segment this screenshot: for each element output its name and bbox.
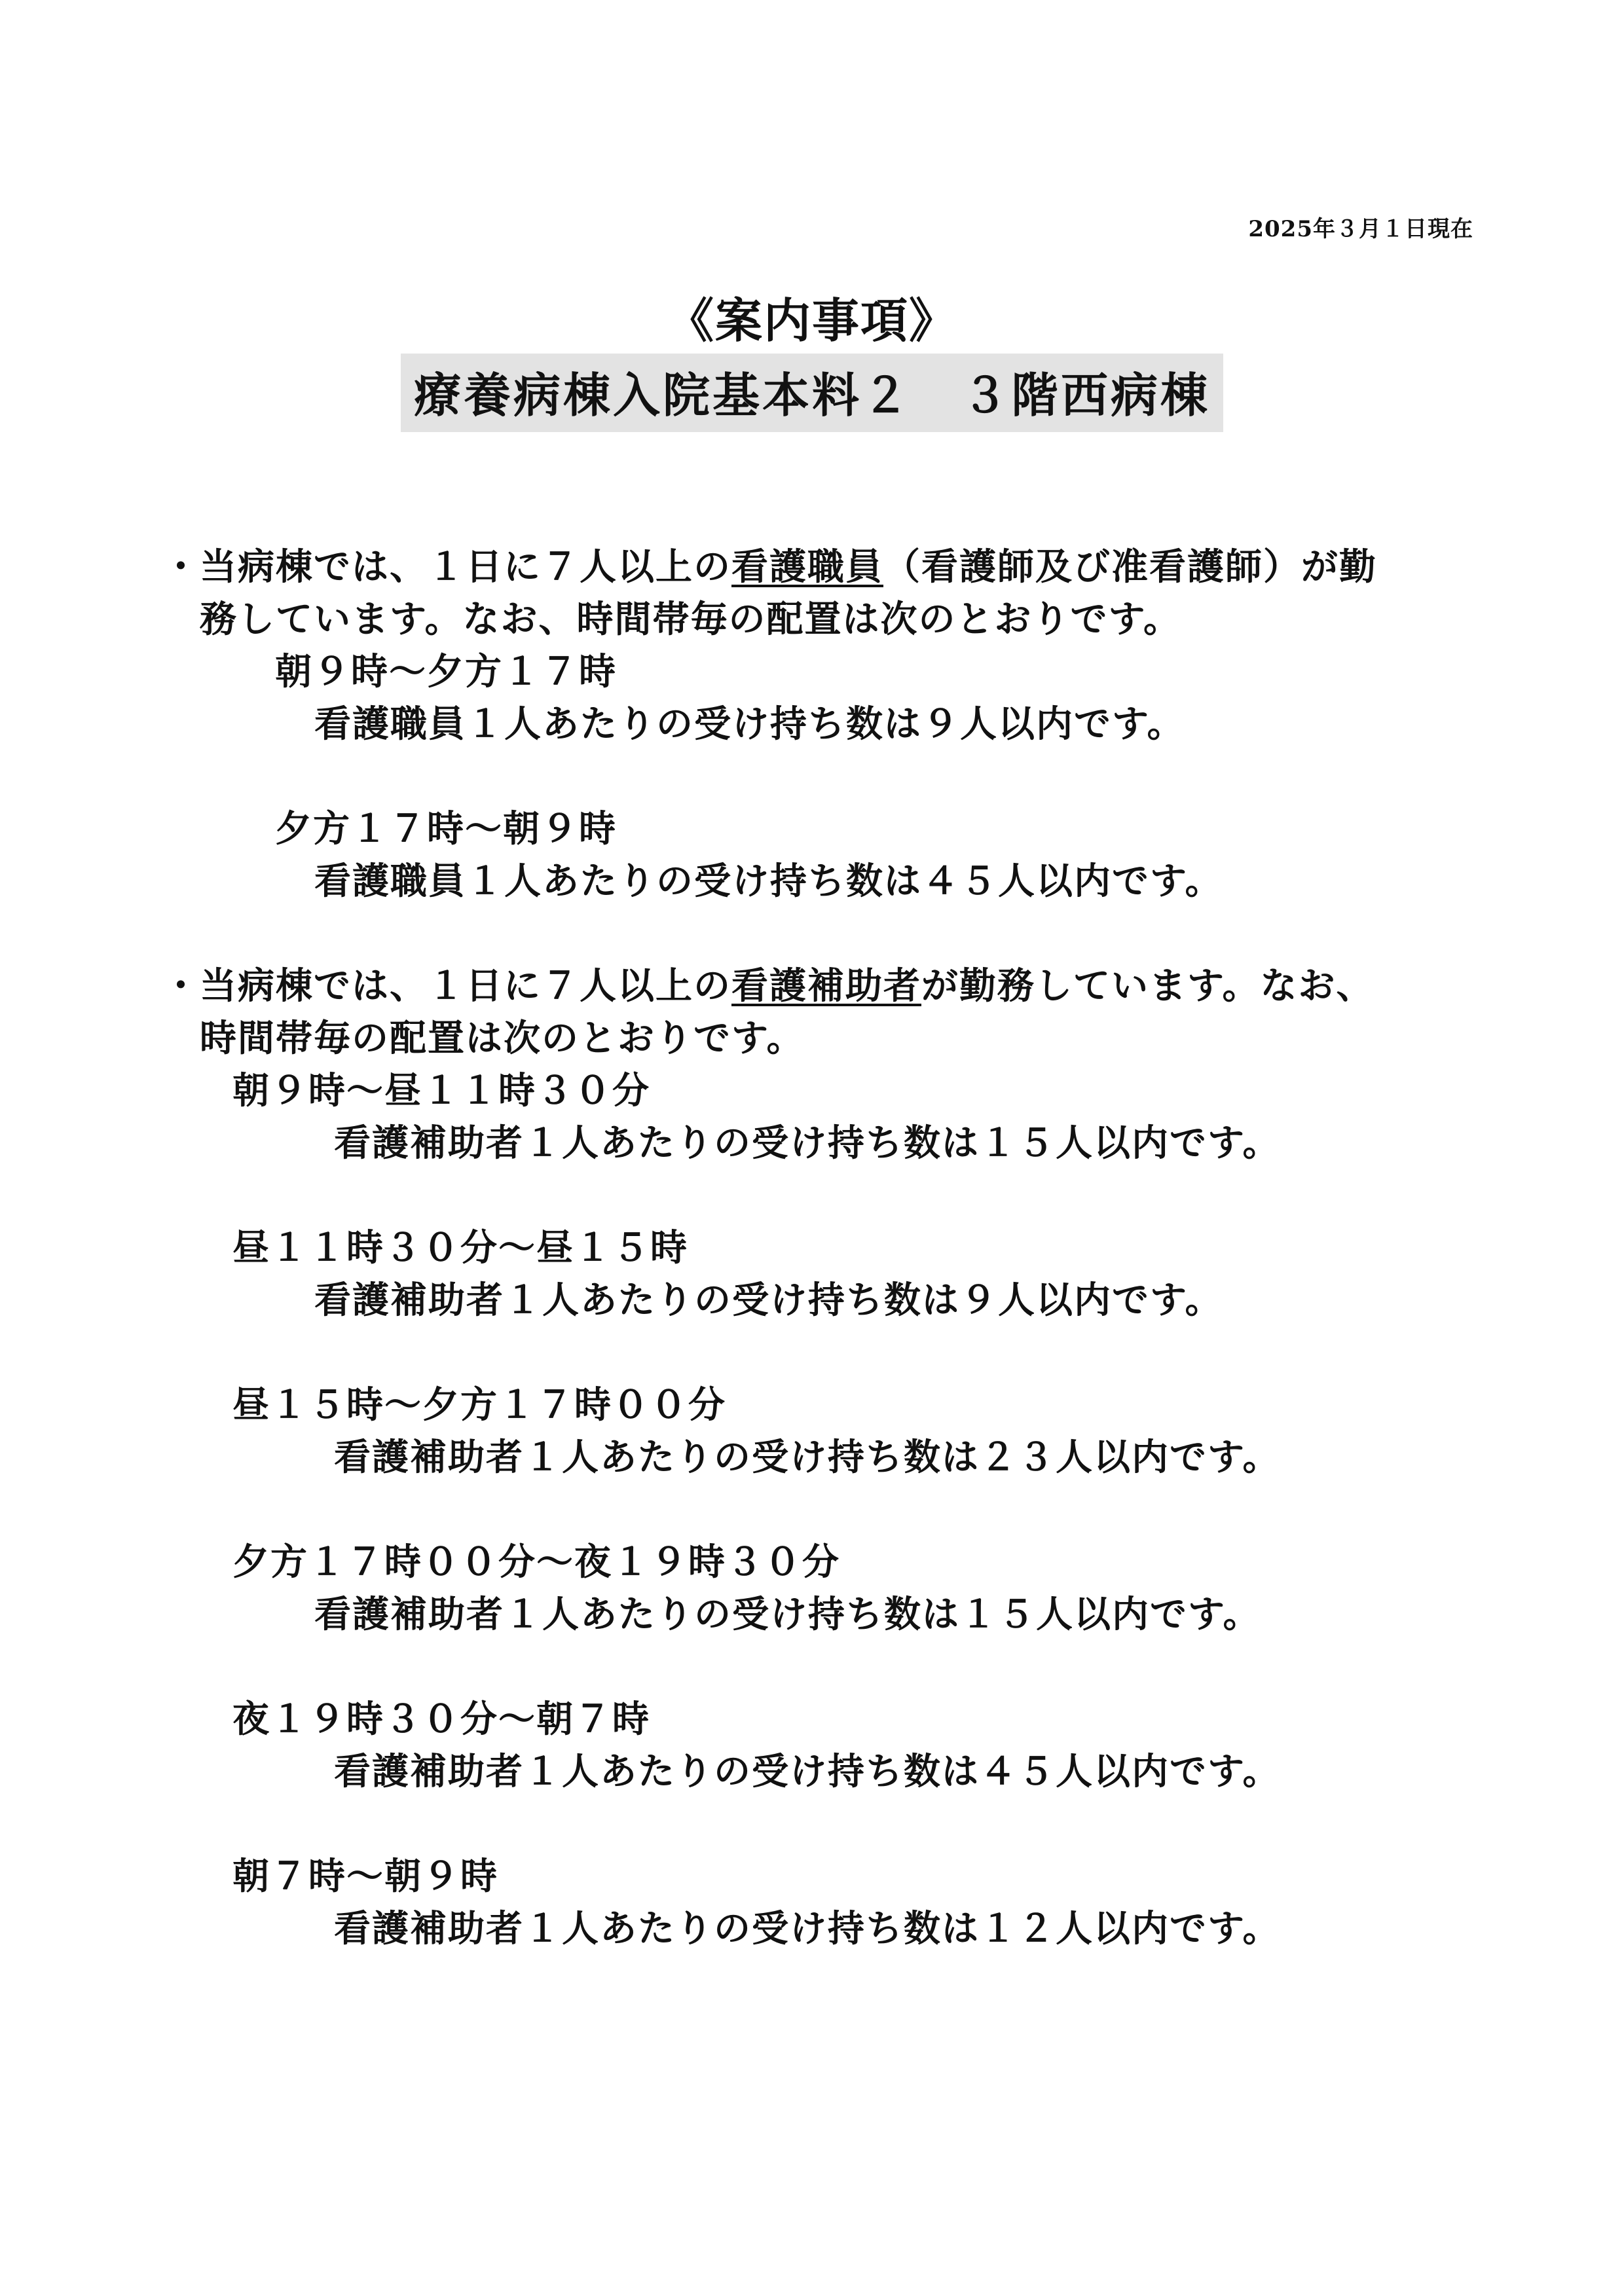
- section1-line1-post: （看護師及び准看護師）が勤: [883, 545, 1377, 589]
- section2-slot-ratio: 看護補助者１人あたりの受け持ち数は１５人以内です。: [314, 1593, 1261, 1636]
- section2-slot-ratio: 看護補助者１人あたりの受け持ち数は９人以内です。: [314, 1279, 1223, 1322]
- section1-slot-time: 朝９時～夕方１７時: [275, 650, 617, 693]
- section1-slot-ratio: 看護職員１人あたりの受け持ち数は９人以内です。: [314, 702, 1185, 746]
- date-stamp: 2025年３月１日現在: [1248, 216, 1473, 242]
- section2-slot-time: 朝７時～朝９時: [232, 1855, 498, 1898]
- section2-slot-ratio: 看護補助者１人あたりの受け持ち数は１５人以内です。: [334, 1121, 1281, 1165]
- page-title: 《案内事項》: [666, 293, 957, 348]
- section2-slot-ratio: 看護補助者１人あたりの受け持ち数は４５人以内です。: [334, 1750, 1281, 1793]
- subtitle-wrap: [0, 354, 1624, 432]
- section1-slot-time: 夕方１７時～朝９時: [275, 807, 617, 850]
- section2-line1: [200, 957, 1375, 1010]
- section2-line1-pre: 当病棟では、１日に７人以上の: [200, 964, 731, 1008]
- section2-bullet: ・: [162, 964, 200, 1008]
- section1-line2: 務しています。なお、時間帯毎の配置は次のとおりです。: [200, 598, 1182, 641]
- section2-slot-time: 昼１１時３０分～昼１５時: [232, 1226, 688, 1269]
- section2-slot-ratio: 看護補助者１人あたりの受け持ち数は２３人以内です。: [334, 1436, 1281, 1479]
- section2-line2: 時間帯毎の配置は次のとおりです。: [200, 1017, 805, 1060]
- section2-slot-time: 夕方１７時００分～夜１９時３０分: [232, 1540, 840, 1584]
- section2-slot-ratio: 看護補助者１人あたりの受け持ち数は１２人以内です。: [334, 1907, 1281, 1950]
- section1-role: 看護職員: [731, 545, 883, 589]
- section1-slot-ratio: 看護職員１人あたりの受け持ち数は４５人以内です。: [314, 860, 1223, 903]
- section2-slot-time: 昼１５時～夕方１７時００分: [232, 1383, 726, 1427]
- section2-role: 看護補助者: [731, 964, 921, 1008]
- section2-slot-time: 朝９時～昼１１時３０分: [232, 1069, 650, 1112]
- ward-subtitle: 療養病棟入院基本料２ ３階西病棟: [401, 354, 1223, 432]
- section1-line1-pre: 当病棟では、１日に７人以上の: [200, 545, 731, 589]
- section2-slot-time: 夜１９時３０分～朝７時: [232, 1698, 650, 1741]
- section1-line1: [200, 538, 1377, 591]
- section2-line1-post: が勤務しています。なお、: [921, 964, 1375, 1008]
- section1-bullet: ・: [162, 545, 200, 589]
